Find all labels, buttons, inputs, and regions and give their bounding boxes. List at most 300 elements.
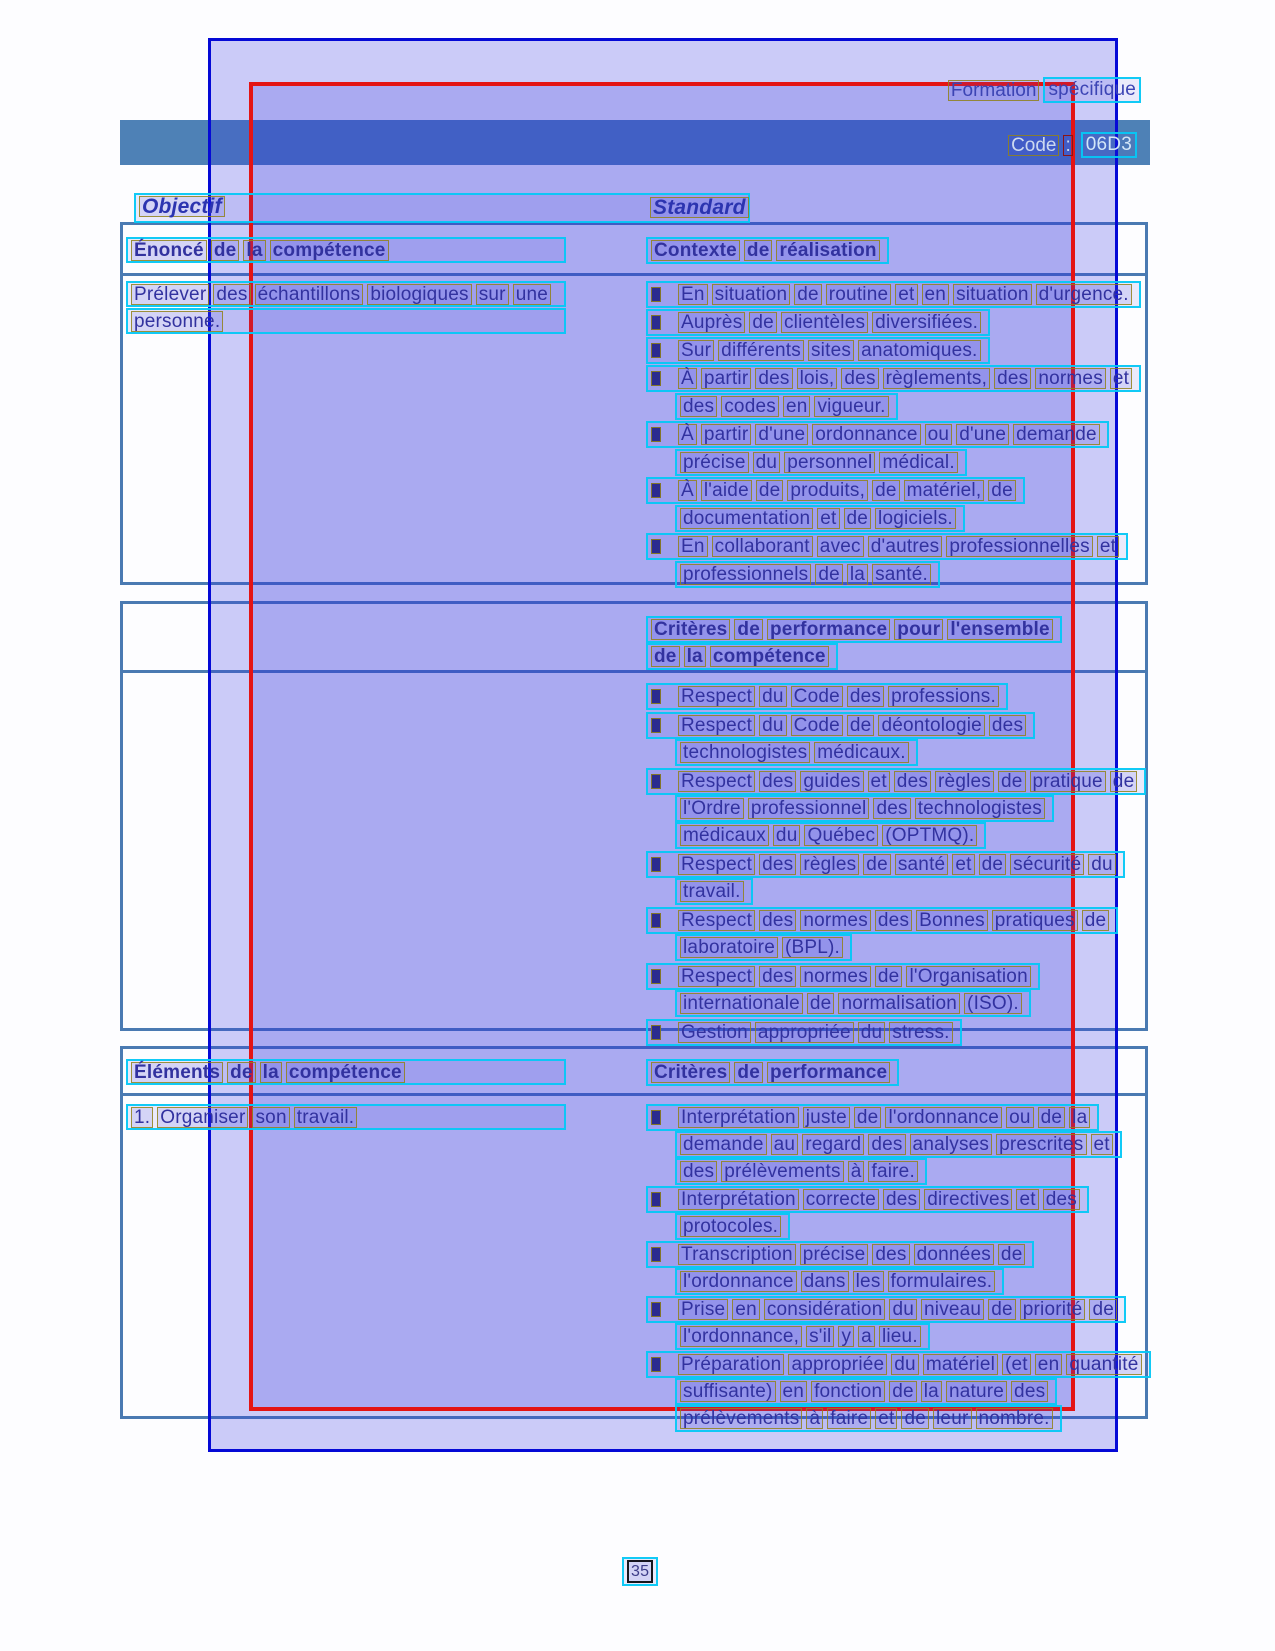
ocr-word: des: [875, 910, 912, 931]
ocr-word: Code: [791, 686, 843, 707]
ocr-word: de: [794, 284, 822, 305]
ocr-word: l'Organisation: [906, 966, 1030, 987]
bullet-marker-icon: [651, 718, 661, 733]
ocr-word: de: [998, 1244, 1026, 1265]
ocr-word: biologiques: [367, 284, 471, 305]
ocr-word: Préparation: [678, 1354, 784, 1375]
ocr-word: Respect: [678, 966, 755, 987]
ocr-word: du: [889, 1299, 917, 1320]
ocr-word: des: [841, 368, 878, 389]
ocr-line: [126, 1104, 566, 1130]
ocr-word: du: [753, 452, 781, 473]
ocr-word: faire: [827, 1408, 871, 1429]
ocr-word: Interprétation: [678, 1107, 799, 1128]
ocr-word: travail.: [680, 881, 744, 902]
ocr-word: des: [680, 1161, 717, 1182]
ocr-line: [646, 1296, 1126, 1323]
formation-word: Formation: [948, 80, 1040, 101]
ocr-word: professionnelles: [946, 536, 1093, 557]
ocr-word: partir: [701, 368, 752, 389]
ocr-word: performance: [767, 1062, 890, 1083]
ocr-word: Gestion: [678, 1022, 751, 1043]
ocr-line: [646, 616, 1062, 643]
ocr-word: du: [759, 715, 787, 736]
ocr-word: des: [213, 284, 250, 305]
ocr-line: [675, 561, 940, 588]
ocr-line: [646, 851, 1125, 878]
ocr-word: du: [759, 686, 787, 707]
ocr-word: du: [891, 1354, 919, 1375]
ocr-word: Sur: [678, 340, 714, 361]
ocr-word: des: [872, 1244, 909, 1265]
ocr-word: la: [243, 240, 265, 261]
ocr-word: de: [1110, 771, 1138, 792]
ocr-word: formulaires.: [888, 1271, 996, 1292]
ocr-word: Respect: [678, 910, 755, 931]
bullet-marker-icon: [651, 1192, 661, 1207]
bullet-marker-icon: [651, 1302, 661, 1317]
ocr-word: précise: [680, 452, 749, 473]
ocr-word: de: [749, 312, 777, 333]
ocr-word: niveau: [921, 1299, 984, 1320]
ocr-line: [675, 1158, 927, 1185]
ocr-word: sur: [476, 284, 509, 305]
ocr-word: En: [678, 284, 708, 305]
ocr-word: l'ordonnance: [885, 1107, 1002, 1128]
ocr-word: Transcription: [678, 1244, 796, 1265]
ocr-word: Énoncé: [131, 240, 207, 261]
ocr-word: médicaux: [680, 825, 769, 846]
ocr-word: d'une: [755, 424, 808, 445]
ocr-line: [646, 907, 1118, 934]
ocr-word: À: [678, 424, 697, 445]
ocr-line: [675, 1323, 930, 1350]
ocr-word: matériel,: [904, 480, 985, 501]
ocr-word: d'une: [956, 424, 1009, 445]
ocr-word: Bonnes: [916, 910, 988, 931]
ocr-word: protocoles.: [680, 1216, 781, 1237]
ocr-word: de: [807, 993, 835, 1014]
ocr-word: travail.: [294, 1107, 358, 1128]
ocr-word: règlements,: [883, 368, 990, 389]
ocr-word: En: [678, 536, 708, 557]
ocr-word: À: [678, 480, 697, 501]
ocr-word: compétence: [710, 646, 829, 667]
ocr-word: et: [952, 854, 974, 875]
ocr-word: technologistes: [915, 798, 1045, 819]
ocr-word: règles: [800, 854, 859, 875]
ocr-word: performance: [767, 619, 890, 640]
ocr-word: des: [1043, 1189, 1080, 1210]
ocr-line: [675, 505, 965, 532]
ocr-word: et: [868, 771, 890, 792]
ocr-word: normalisation: [838, 993, 960, 1014]
ocr-word: de: [998, 771, 1026, 792]
ocr-word: s'il: [806, 1326, 834, 1347]
ocr-word: Éléments: [131, 1062, 223, 1083]
ocr-line: [675, 739, 918, 766]
ocr-word: dans: [801, 1271, 849, 1292]
ocr-word: de: [889, 1381, 917, 1402]
ocr-word: la: [1069, 1107, 1090, 1128]
ocr-word: nombre.: [976, 1408, 1053, 1429]
ocr-word: de: [815, 564, 843, 585]
ocr-word: des: [759, 966, 796, 987]
bullet-marker-icon: [651, 969, 661, 984]
ocr-word: Code: [791, 715, 843, 736]
ocr-line: [646, 365, 1141, 392]
ocr-word: et: [817, 508, 839, 529]
ocr-word: l'ordonnance: [680, 1271, 797, 1292]
ocr-line: [646, 643, 838, 670]
ocr-word: des: [755, 368, 792, 389]
ocr-word: la: [684, 646, 706, 667]
ocr-line: [675, 1213, 790, 1240]
ocr-word: réalisation: [776, 240, 879, 261]
bullet-marker-icon: [651, 774, 661, 789]
ocr-line: [646, 477, 1025, 504]
ocr-line: [646, 1104, 1099, 1131]
ocr-word: Respect: [678, 715, 755, 736]
ocr-word: fonction: [811, 1381, 885, 1402]
ocr-line: [675, 449, 967, 476]
ocr-word: Organiser: [157, 1107, 248, 1128]
ocr-word: santé.: [872, 564, 931, 585]
ocr-word: en: [780, 1381, 808, 1402]
ocr-word: nature: [946, 1381, 1007, 1402]
ocr-line: [646, 421, 1109, 448]
ocr-word: directives: [924, 1189, 1012, 1210]
ocr-word: sites: [808, 340, 854, 361]
ocr-word: prescrites: [996, 1134, 1086, 1155]
ocr-word: de: [734, 1062, 763, 1083]
bullet-marker-icon: [651, 287, 661, 302]
ocr-word: produits,: [787, 480, 868, 501]
ocr-word: de: [1082, 910, 1110, 931]
bullet-marker-icon: [651, 857, 661, 872]
ocr-word: de: [988, 1299, 1016, 1320]
ocr-line: [675, 878, 753, 905]
ocr-word: l'Ordre: [680, 798, 744, 819]
ocr-word: une: [513, 284, 551, 305]
ocr-word: en: [732, 1299, 760, 1320]
ocr-word: (OPTMQ).: [882, 825, 977, 846]
cell-contexte-header: [646, 237, 889, 265]
elements-header-label: [126, 1059, 566, 1085]
ocr-word: documentation: [680, 508, 813, 529]
bullet-marker-icon: [651, 1247, 661, 1262]
code-line: [1008, 132, 1137, 158]
ocr-word: des: [680, 396, 717, 417]
ocr-line: [675, 934, 852, 961]
ocr-word: Respect: [678, 854, 755, 875]
bullet-marker-icon: [651, 1357, 661, 1372]
ocr-word: l'ensemble: [947, 619, 1052, 640]
ocr-word: des: [883, 1189, 920, 1210]
page-number-box: [622, 1557, 658, 1586]
specifique-word: spécifique: [1043, 77, 1141, 103]
ocr-word: l'aide: [701, 480, 752, 501]
ocr-word: (BPL).: [782, 937, 843, 958]
code-value: 06D3: [1081, 132, 1137, 158]
ocr-word: 1.: [131, 1107, 153, 1128]
ocr-word: a: [858, 1326, 875, 1347]
ocr-word: de: [227, 1062, 256, 1083]
ocr-word: leur: [933, 1408, 971, 1429]
ocr-word: Respect: [678, 771, 755, 792]
ocr-word: sécurité: [1010, 854, 1084, 875]
code-colon: :: [1065, 134, 1071, 156]
ocr-word: pratique: [1030, 771, 1106, 792]
ocr-word: personne.: [131, 311, 223, 332]
standard-title: Standard: [650, 197, 749, 218]
ocr-word: quantité: [1066, 1354, 1141, 1375]
ocr-word: pratiques: [992, 910, 1078, 931]
ocr-line: [675, 393, 898, 420]
ocr-word: Prélever: [131, 284, 209, 305]
ocr-word: des: [989, 715, 1026, 736]
ocr-word: compétence: [270, 240, 389, 261]
ocr-line: [675, 822, 986, 849]
ocr-word: faire.: [868, 1161, 917, 1182]
ocr-word: collaborant: [712, 536, 813, 557]
ocr-word: suffisante): [680, 1381, 776, 1402]
ocr-word: données: [914, 1244, 994, 1265]
ocr-word: laboratoire: [680, 937, 778, 958]
ocr-word: du: [1088, 854, 1116, 875]
ocr-word: analyses: [910, 1134, 993, 1155]
bullet-item: [646, 281, 1151, 308]
ocr-word: santé: [895, 854, 948, 875]
ocr-word: technologistes: [680, 742, 810, 763]
ocr-word: situation: [953, 284, 1032, 305]
ocr-word: À: [678, 368, 697, 389]
ocr-word: considération: [764, 1299, 886, 1320]
ocr-word: partir: [701, 424, 752, 445]
ocr-word: de: [756, 480, 784, 501]
ocr-word: à: [806, 1408, 823, 1429]
page-number-value: 35: [627, 1560, 653, 1583]
ocr-word: routine: [826, 284, 892, 305]
ocr-word: des: [868, 1134, 905, 1155]
ocr-word: matériel: [923, 1354, 998, 1375]
code-label: Code: [1008, 135, 1059, 156]
ocr-word: des: [894, 771, 931, 792]
ocr-word: de: [988, 480, 1016, 501]
ocr-word: personnel: [784, 452, 875, 473]
ocr-line: [126, 308, 566, 334]
contexte-header-label: [646, 237, 889, 264]
section-title-row: [134, 193, 750, 223]
bullet-marker-icon: [651, 913, 661, 928]
ocr-line: [646, 533, 1128, 560]
ocr-word: anatomiques.: [858, 340, 980, 361]
enonce-header-label: [126, 237, 566, 263]
ocr-word: des: [847, 686, 884, 707]
ocr-word: des: [759, 771, 796, 792]
ocr-word: lieu.: [879, 1326, 921, 1347]
ocr-word: prélèvements: [680, 1408, 802, 1429]
ocr-word: à: [848, 1161, 865, 1182]
ocr-word: déontologie: [878, 715, 984, 736]
ocr-word: en: [1035, 1354, 1063, 1375]
ocr-line: [675, 1268, 1004, 1295]
ocr-word: de: [875, 966, 903, 987]
bullet-marker-icon: [651, 539, 661, 554]
bullet-marker-icon: [651, 1025, 661, 1040]
cell-criteres-header: [646, 1059, 899, 1086]
ocr-word: et: [895, 284, 917, 305]
ocr-word: Contexte: [651, 240, 740, 261]
ocr-word: de: [734, 619, 763, 640]
ocr-line: [646, 1241, 1034, 1268]
ocr-word: regard: [802, 1134, 864, 1155]
ocr-word: de: [1038, 1107, 1066, 1128]
ocr-word: y: [838, 1326, 854, 1347]
ocr-word: internationale: [680, 993, 803, 1014]
element-item-text: [126, 1104, 566, 1130]
ocr-word: vigueur.: [814, 396, 888, 417]
ocr-word: lois,: [797, 368, 838, 389]
ocr-word: des: [759, 854, 796, 875]
ocr-word: de: [211, 240, 240, 261]
ocr-word: guides: [800, 771, 863, 792]
ocr-word: différents: [718, 340, 804, 361]
ocr-word: Québec: [804, 825, 878, 846]
ocr-word: et: [875, 1408, 897, 1429]
ocr-word: compétence: [286, 1062, 405, 1083]
ocr-word: demande: [1013, 424, 1100, 445]
ocr-word: ordonnance: [812, 424, 920, 445]
ocr-word: de: [651, 646, 680, 667]
ocr-line: [675, 1405, 1062, 1432]
ocr-line: [646, 1186, 1089, 1213]
ocr-word: Critères: [651, 619, 730, 640]
ocr-word: de: [847, 715, 875, 736]
ocr-word: logiciels.: [875, 508, 956, 529]
ocr-word: l'ordonnance,: [680, 1326, 802, 1347]
ocr-word: de: [872, 480, 900, 501]
ocr-word: en: [783, 396, 811, 417]
ocr-word: situation: [712, 284, 791, 305]
ocr-line: [646, 281, 1141, 308]
ocr-word: échantillons: [255, 284, 364, 305]
ocr-line: [646, 1351, 1151, 1378]
ocr-word: de: [979, 854, 1007, 875]
ocr-line: [675, 1378, 1057, 1405]
ocr-line: [646, 963, 1040, 990]
ocr-word: médicaux.: [814, 742, 908, 763]
ocr-word: professionnels: [680, 564, 811, 585]
enonce-text: [126, 281, 566, 335]
ocr-line: [646, 712, 1035, 739]
ocr-line: [646, 309, 990, 336]
ocr-line: [646, 768, 1146, 795]
ocr-word: priorité: [1020, 1299, 1086, 1320]
ocr-word: professionnel: [748, 798, 870, 819]
criteres-header-label: [646, 1059, 899, 1086]
ocr-word: professions.: [888, 686, 999, 707]
ocr-word: ou: [925, 424, 953, 445]
ocr-word: (et: [1002, 1354, 1031, 1375]
ocr-word: des: [759, 910, 796, 931]
ocr-word: précise: [800, 1244, 869, 1265]
bullet-marker-icon: [651, 427, 661, 442]
ocr-word: de: [854, 1107, 882, 1128]
ocr-word: son: [252, 1107, 289, 1128]
ocr-word: et: [1110, 368, 1132, 389]
ocr-word: appropriée: [755, 1022, 854, 1043]
ocr-word: normes: [800, 966, 871, 987]
ocr-word: de: [744, 240, 773, 261]
ocr-word: d'autres: [868, 536, 943, 557]
ocr-word: codes: [721, 396, 779, 417]
bullet-marker-icon: [651, 483, 661, 498]
ocr-word: de: [1089, 1299, 1117, 1320]
ocr-line: [675, 1131, 1122, 1158]
ocr-word: des: [994, 368, 1031, 389]
ocr-word: la: [260, 1062, 282, 1083]
ocr-line: [646, 683, 1008, 710]
ocr-word: au: [771, 1134, 799, 1155]
page-number: [622, 1557, 658, 1586]
ocr-line: [675, 990, 1031, 1017]
ocr-word: Critères: [651, 1062, 730, 1083]
ocr-word: clientèles: [781, 312, 868, 333]
ocr-word: stress.: [889, 1022, 952, 1043]
formation-specifique-label: [948, 77, 1141, 103]
ocr-word: Auprès: [678, 312, 745, 333]
ocr-word: normes: [800, 910, 871, 931]
ocr-word: Prise: [678, 1299, 728, 1320]
ocr-word: règles: [935, 771, 994, 792]
ocr-word: d'urgence.: [1036, 284, 1132, 305]
ocr-word: la: [921, 1381, 942, 1402]
bullet-marker-icon: [651, 315, 661, 330]
ocr-word: de: [844, 508, 872, 529]
bullet-marker-icon: [651, 371, 661, 386]
ocr-line: [675, 795, 1054, 822]
ocr-word: appropriée: [788, 1354, 887, 1375]
ocr-word: et: [1091, 1134, 1113, 1155]
ocr-line: [126, 281, 566, 307]
ocr-word: du: [773, 825, 801, 846]
ocr-word: en: [922, 284, 950, 305]
ocr-word: Interprétation: [678, 1189, 799, 1210]
ocr-word: Respect: [678, 686, 755, 707]
ocr-word: des: [1011, 1381, 1048, 1402]
bullet-marker-icon: [651, 1110, 661, 1125]
ocr-word: prélèvements: [721, 1161, 843, 1182]
cell-enonce-header: [126, 237, 566, 264]
ocr-word: et: [1016, 1189, 1038, 1210]
ocr-word: normes: [1035, 368, 1106, 389]
ocr-word: juste: [803, 1107, 850, 1128]
ocr-line: [646, 337, 990, 364]
ocr-word: la: [847, 564, 868, 585]
ocr-word: ou: [1006, 1107, 1034, 1128]
ocr-word: de: [863, 854, 891, 875]
bullet-marker-icon: [651, 343, 661, 358]
ocr-word: et: [1097, 536, 1119, 557]
ocr-word: pour: [894, 619, 943, 640]
ocr-word: diversifiées.: [872, 312, 981, 333]
bullet-marker-icon: [651, 689, 661, 704]
ocr-word: (ISO).: [964, 993, 1022, 1014]
ocr-word: des: [873, 798, 910, 819]
ocr-word: avec: [817, 536, 864, 557]
cell-elements-header: [126, 1059, 566, 1085]
